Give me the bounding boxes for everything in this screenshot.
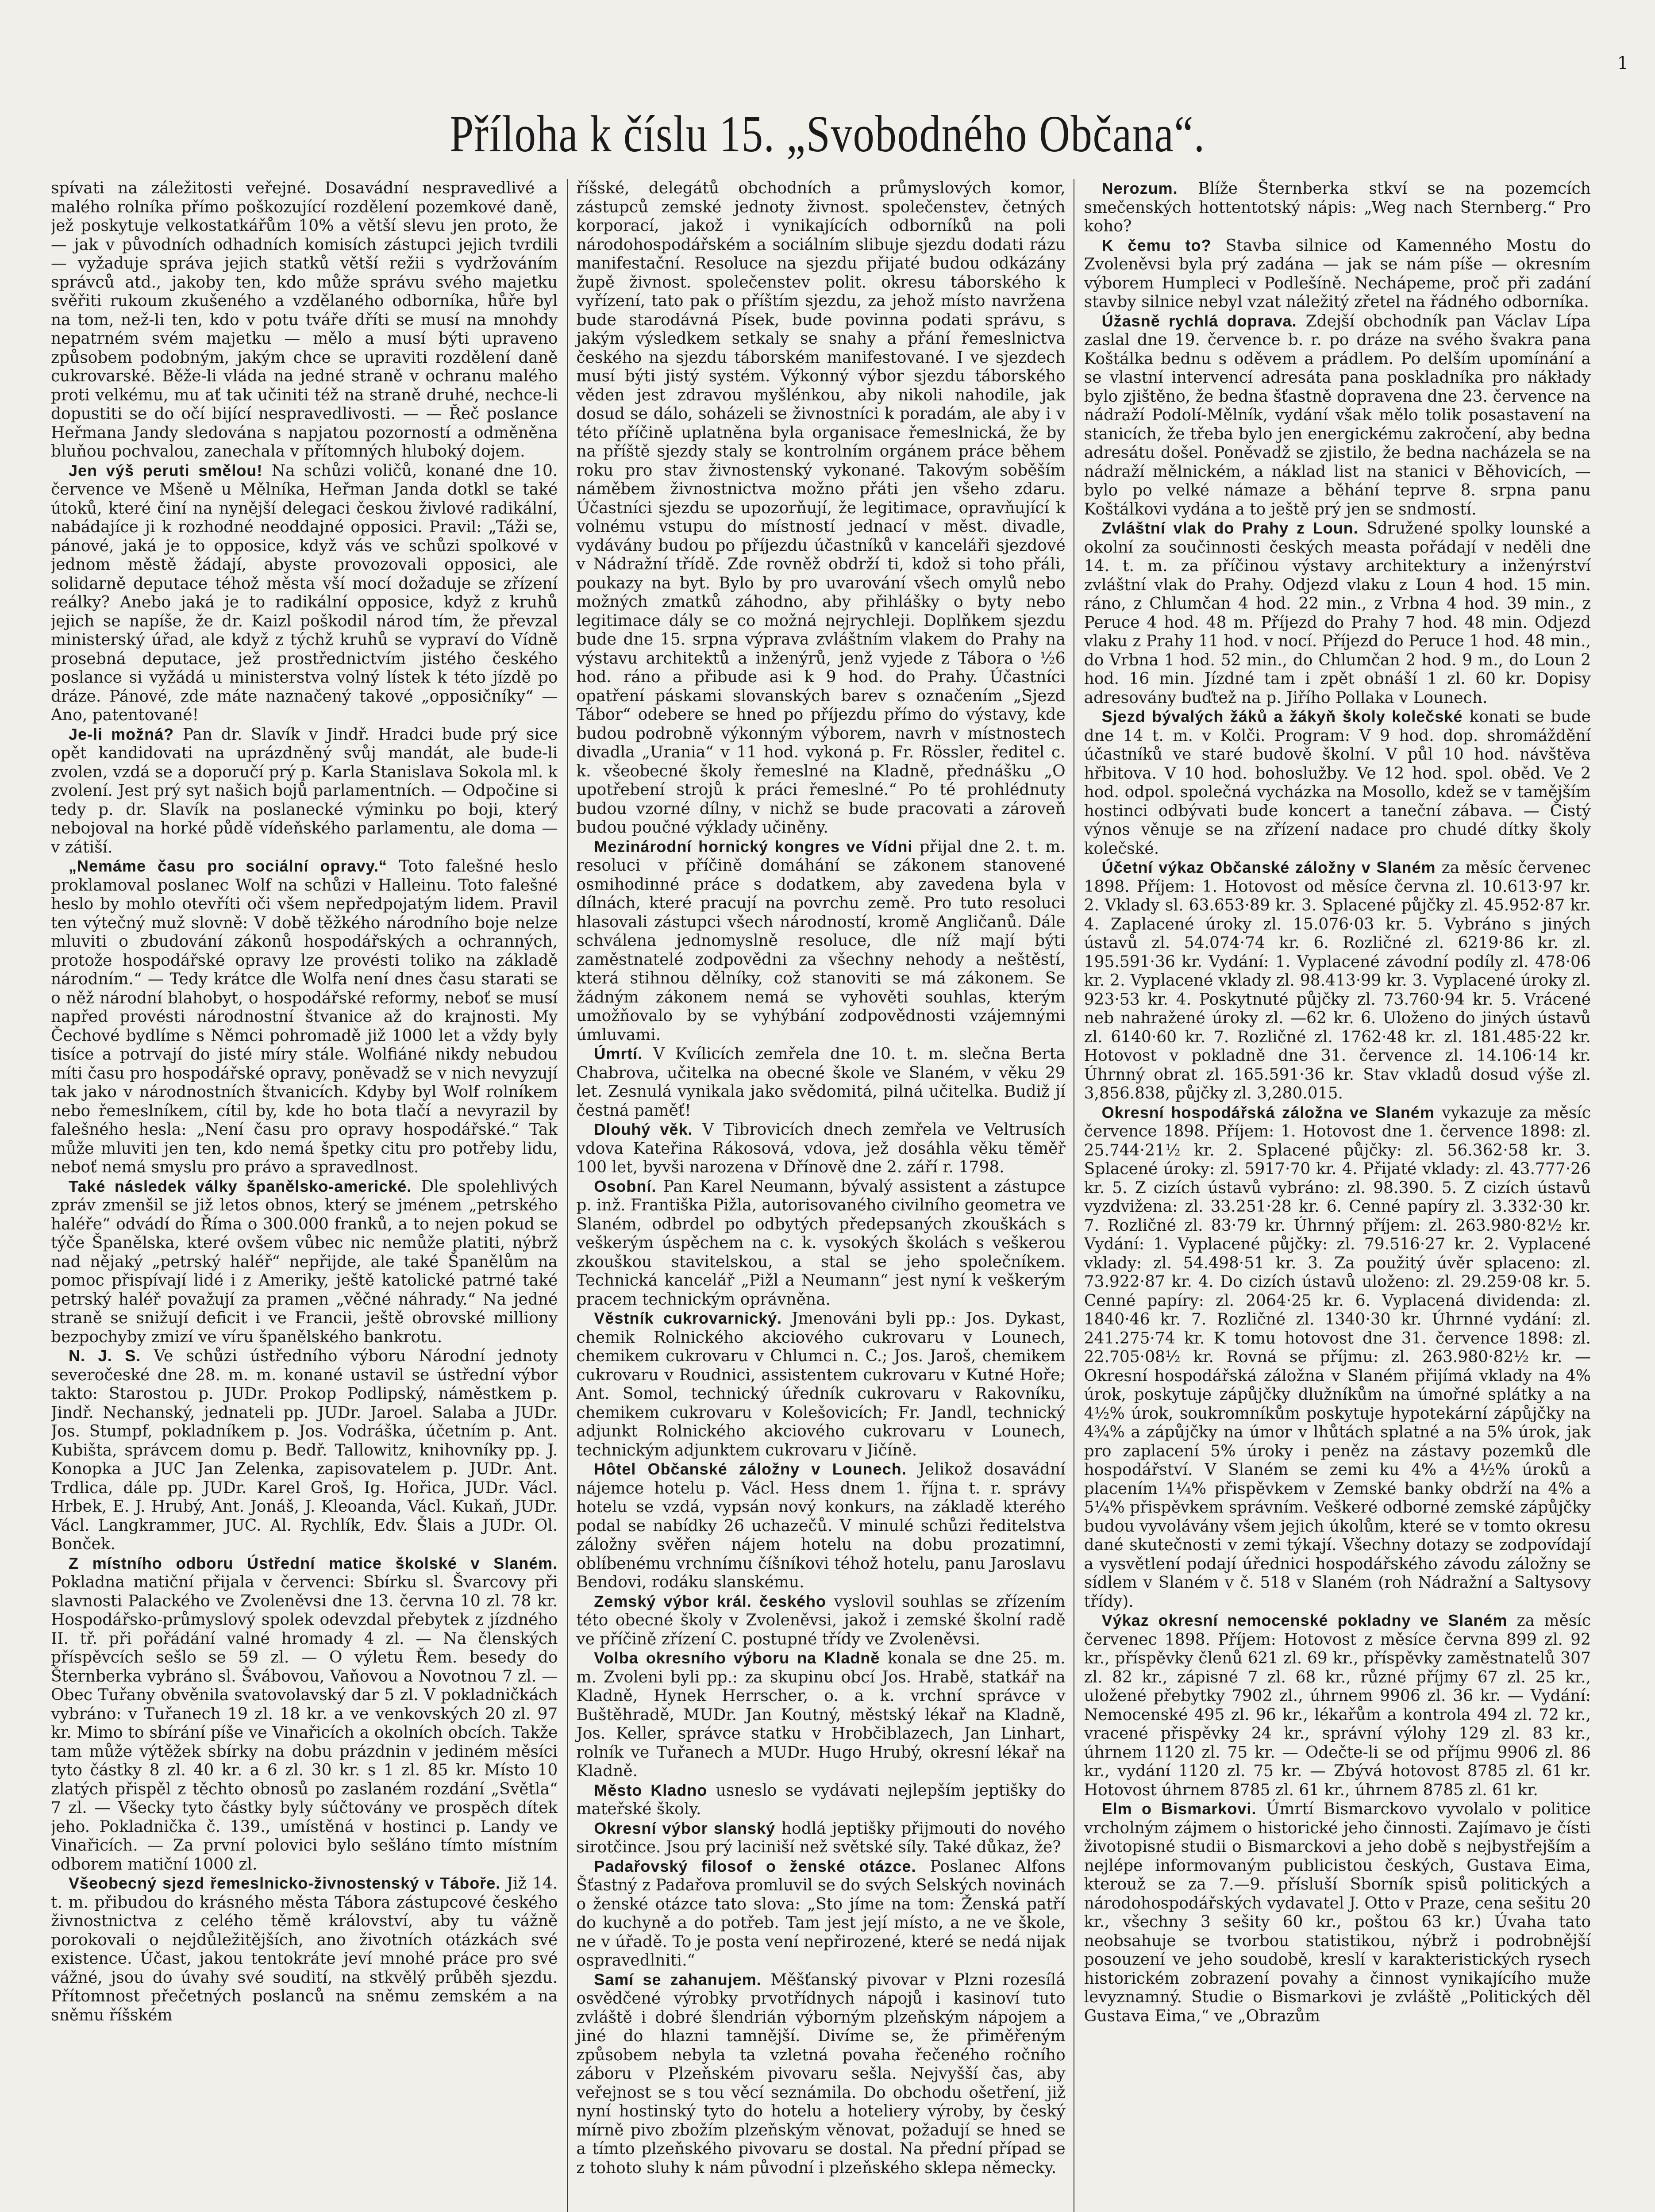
article-heading: Okresní výbor slanský [594, 1819, 776, 1837]
article-heading: Mezinárodní hornický kongres ve Vídni [594, 837, 913, 856]
article-heading: Elm o Bismarkovi. [1101, 1800, 1257, 1818]
article-paragraph [576, 1819, 1065, 1857]
article-text: Sdružené spolky lounské a okolní za součinnosti českých measta pořádají v neděli dne 14. t. m. za příčinou výstavy architektury a inženýrství zvláštní vlak do Prahy. Odjezd vlaku z Loun 4 hod. 15 min. ráno, z Chlumčan 4 hod. 22 min., z Vrbna 4 hod. 39 min., z Peruce 4 hod. 48 m. Příjezd do Prahy 7 hod. 48 min. Odjezd vlaku z Prahy 11 hod. v nocí. Příjezd do Peruce 1 hod. 48 min., do Vrbna 1 hod. 52 min., do Chlumčan 2 hod. 9 m., do Loun 2 hod. 16 min. Jízdné tam i zpět obnáší 1 zl. 60 kr. Dopisy adresovány buďtež na p. Jiřího Pollaka v Lounech. [1084, 519, 1591, 707]
article-heading: Je-li možná? [69, 725, 174, 743]
article-paragraph [576, 1177, 1065, 1310]
article-paragraph [1084, 519, 1591, 707]
article-heading: Úžasně rychlá doprava. [1101, 311, 1297, 330]
article-paragraph [576, 1649, 1065, 1781]
article-heading: Padařovský filosof o ženské otázce. [594, 1857, 916, 1875]
article-text: Zdejší obchodník pan Václav Lípa zaslal dne 19. července b. r. po dráze na svého švakra pana Koštálka bednu s oděvem a prádlem. Po delším upomínání a se vlastní intervencí adresáta pana poskladníka pro nákłady bylo zjištěno, že bedna šťastně dopravena dne 23. července na nádraží Podolí-Mělník, vydání však mělo tolik posastavení na stanicích, že třeba bylo jen energickému zakročení, aby bedna adresátu došel. Poněvadž se zjistilo, že bedna nacházela se na nádraží mělnickém, a náklad list na stanici v Běhovicích, — bylo po velké námaze a běhání teprve 8. srpna panu Koštálkovi vydána a to ještě prý jen se sndmostí. [1084, 312, 1591, 518]
article-paragraph [51, 1177, 558, 1347]
article-paragraph [51, 461, 558, 725]
article-paragraph [51, 1347, 558, 1554]
article-text: Na schůzi voličů, konané dne 10. července ve Mšeně u Mělníka, Heřman Janda dotkl se také útoků, které činí na nynější delegaci českou živlové radikální, nabádajíce ji k rozhodné neoddajné opposici. Pravil: „Táži se, pánové, jaká je to opposice, když vás ve schůzi spolkové v jednom městě žádají, abyste provozovali opposici, ale solidarně deputace téhož města vší mocí dožaduje se zřízení reálky? Anebo jaká je to radikální opposice, když z kruhů jejich se napíše, že dr. Kaizl poškodil národ tím, že převzal ministerský úřad, ale když z týchž kruhů se vypraví do Vídně prosebná deputace, jež prostřednictvím jistého českého poslance si vyžádá u ministerstva volný lístek k této jízdě po dráze. Pánové, zde máte naznačený takové „opposičníky“ — Ano, patentované! [51, 461, 558, 724]
column-left [51, 179, 558, 2212]
article-text: za měsíc červenec 1898. Příjem: Hotovost z měsíce června 899 zl. 92 kr., příspěvky členů 621 zl. 69 kr., příspěvky zaměstnatelů 307 zl. 82 kr., zápisné 7 zl. 68 kr., různé příjmy 67 zl. 25 kr., uložené přebytky 7902 zl., úhrnem 9906 zl. 36 kr. — Vydání: Nemocenské 495 zl. 96 kr., lékařům a kontrola 494 zl. 72 kr., vracené přispěvky 24 kr., správní výlohy 129 zl. 83 kr., úhrnem 1120 zl. 75 kr. — Odečte-li se od příjmu 9906 zl. 86 kr., vydání 1120 zl. 75 kr. — Zbývá hotovost 8785 zl. 61 kr. Hotovost úhrnem 8785 zl. 61 kr., úhrnem 8785 zl. 61 kr. [1084, 1612, 1591, 1799]
article-heading: Účetní výkaz Občanské záložny v Slaném [1101, 858, 1436, 876]
article-text: Jelikož dosavádní nájemce hotelu p. Václ. Hess dnem 1. října t. r. správy hotelu se vzdá, vypsán nový konkurs, na základě kterého podal se nabídky 26 uchazečů. V minulé schůzi ředitelstva záložny svěřen nájem hotelu na dobu prozatimní, oblíbenému vrchnímu číšníkovi téhož hotelu, panu Jaroslavu Bendovi, rodáku slanskému. [576, 1460, 1066, 1591]
article-continuation [51, 179, 558, 461]
article-heading: Nerozum. [1101, 179, 1178, 197]
article-text: Pan Karel Neumann, bývalý assistent a zástupce p. inž. Františka Pižla, autorisovaného civilního geometra ve Slaném, odbrdel po odbytých předepsaných zkouškách s veškerým úspěchem na c. k. vysokých školách s veškerou zkouškou stavitelskou, a stal se jeho společníkem. Technická kancelář „Pižl a Neumann“ jest nyní k veškerým pracem technickým oprávněna. [576, 1177, 1066, 1309]
article-text: konala se dne 25. m. m. Zvoleni byli pp.: za skupinu obcí Jos. Hrabě, statkář na Kladně, Hynek Herrscher, o. a k. vrchní správce v Buštěhradě, MUDr. Jan Koutný, městský lékař na Kladně, Jos. Keller, správce statku v Hrobčiblazech, Jan Linhart, rolník ve Tuřanech a MUDr. Hugo Hrubý, okresní lékař na Kladně. [576, 1649, 1066, 1780]
article-heading: Jen výš peruti smělou! [69, 461, 263, 480]
article-text: Stavba silnice od Kamenného Mostu do Zvoleněvsi byla prý zadána — jak se nám píše — okresním výborem Humpleci v Podlešíně. Nechápeme, proč při zadání stavby silnice nebyl vzat náležitý zřetel na řádného odborníka. [1084, 236, 1591, 311]
article-paragraph [576, 1592, 1065, 1649]
article-text: vyslovil souhlas se zřízením této obecné školy v Zvoleněvsi, jakož i zemské školní radě ve příčině zřízení C. postupné třídy ve Zvoleněvsi. [576, 1592, 1066, 1648]
article-text: říšské, delegátů obchodních a průmyslových komor, zástupců zemské jednoty živnost. společenstev, četných korporací, jakož i vynikajících odborníků na poli národohospodářském a sociálním slibuje sjezdu dodati rázu manifestační. Resoluce na sjezdu přijaté budou odkázány župě živnost. společenstev polit. okresu táborského k vyřízení, tato pak o příštím sjezdu, za jehož místo navržena bude starodávná Písek, bude povinna podati správu, s jakým výsledkem setkaly se snahy a přání řemeslnictva českého na sjezdu táborském manifestované. I ve sjezdech musí býti jistý systém. Výkonný výbor sjezdu táborského věden jest zdravou myšlénkou, aby nikoli nahodile, jak dosud se dálo, soházeli se živnostníci k poradám, ale aby i v této příčině uplatněna byla organisace řemeslnická, že by na příště sjezdy staly se kontrolním orgánem práce během roku pro stav živnostenský vykonané. Takovým soběším náměbem živnostnictva možno přáti jen všeho zdaru. Účastníci sjezdu se upozorňují, že legitimace, opravňující k volnému vstupu do místností jednací v měst. divadle, vydávány budou po příjezdu účastníků v kanceláři sjezdové v Nádražní třídě. Zde rovněž obdrží ti, kdož si toho přáli, poukazy na byt. Bylo by pro uvarování všech omylů nebo možných zmatků záhodno, aby přihlášky o byty nebo legitimace dály se co možná nejrychleji. Doplňkem sjezdu bude dne 15. srpna výprava zvláštním vlakem do Prahy na výstavu architektů a inženýrů, jenž vyjede z Tábora o ½6 hod. ráno a přibude asi k 9 hod. do Prahy. Účastníci opatření páskami slovanských barev s označením „Sjezd Tábor“ odebere se hned po příjezdu přímo do výstavy, kde budou podrobně výkonným výborem, navrh v místnostech divadla „Urania“ v 11 hod. vykoná p. Fr. Rössler, ředitel c. k. všeobecné školy řemeslné na Kladně, přednášku „O upotřebení strojů k práci řemeslné.“ Po té prohlédnuty budou vzorné dílny, v nichž se bude pracovati a zároveň budou poučné výklady učiněny. [576, 179, 1066, 837]
article-heading: Osobní. [594, 1177, 657, 1195]
article-heading: Výkaz okresní nemocenské pokladny ve Slaném [1101, 1611, 1508, 1629]
article-text: Poslanec Alfons Šťastný z Padařova promluvil se do svých Selských novinách o ženské otázce tato slova: „Sto jíme na tom: Ženská patří do kuchyně a do potřeb. Tam jest její místo, a ne ve škole, ne v úřadě. To je posta vení nepřirozené, které se nedá nijak ospravedlniti.“ [576, 1857, 1066, 1970]
article-paragraph [51, 725, 558, 857]
article-text: spívati na záležitosti veřejné. Dosavádní nespravedlivé a malého rolníka přímo poškozující rozdělení pozemkové daně, jež poskytuje velkostatkářům 10% a větší slevu jen proto, že — jak v původních odhadních komisích zástupci jejich tvrdili — vyžaduje správa jejich statků větší režii s vydržováním správců atd., jakoby ten, kdo může správu svého majetku svěřiti rukoum zkušeného a vzdělaného odborníka, hůře byl na tom, než-li ten, kdo v potu tváře dříti se musí na mnohdy nepatrném svém majetku — mělo a musí býti upraveno způsobem podobným, jakým chce se upraviti rozdělení daně cukrovarské. Běže-li vláda na jedné straně v ochranu malého proti velkému, mu ať tak učiniti též na straně druhé, nechce-li dopustiti se do očí bijící nespravedlivosti. — — Řeč poslance Heřmana Jandy sledována s napjatou pozorností a odměněna bluňou pochvalou, zanechala v přítomných hluboký dojem. [51, 179, 558, 461]
article-paragraph [1084, 858, 1591, 1103]
article-paragraph [1084, 1103, 1591, 1612]
article-text: usneslo se vydávati nejlepším jeptišky do mateřské školy. [576, 1781, 1066, 1818]
article-heading: Hôtel Občanské záložny v Lounech. [594, 1460, 907, 1478]
column-middle [567, 179, 1074, 2212]
article-paragraph [576, 1970, 1065, 2178]
article-heading: Zemský výbor král. českého [594, 1592, 827, 1610]
page-title: Příloha k číslu 15. „Svobodného Občana“. [450, 105, 1205, 163]
article-heading: Všeobecný sjezd řemeslnicko-živnostenský v Táboře. [69, 1874, 501, 1892]
article-paragraph [1084, 1800, 1591, 2026]
article-continuation [576, 179, 1065, 837]
article-paragraph [1084, 312, 1591, 519]
article-heading: „Nemáme času pro sociální opravy.“ [69, 857, 387, 875]
article-heading: Volba okresního výboru na Kladně [594, 1649, 880, 1667]
article-paragraph [1084, 1611, 1591, 1800]
article-columns [51, 179, 1591, 2212]
article-heading: Samí se zahanujem. [594, 1970, 762, 1989]
article-text: Již 14. t. m. přibudou do krásného města Tábora zástupcové českého živnostnictva z celého těmě království, aby tu vážně porokovali o nejdůležitějších, ano životních otázkách své existence. Účast, jakou tentokráte jeví mnohé práce pro své vážné, jsou do úvahy své soudití, na stkvělý průběh sjezdu. Přítomnost přečetných poslanců na sněmu zemském a na sněmu říšském [51, 1874, 558, 2024]
article-text: Měšťanský pivovar v Plzni rozesílá osvědčené výrobky prvotřídnych nápojů i kasinoví tuto zvláště i dobré šlendrián výborným plzeňským nápojem a jiné do hlazni tamnější. Divíme se, že přiměřeným způsobem nebyla ta vzletná povaha řečeného ročního záboru v Plzeňském pivovaru sešla. Nejvyšší čas, aby veřejnost se s tou věcí seznámila. Do obchodu ošetření, již nyní hostinský tyto do hotelu a hoteliery výroby, by český mírně pivo zbožím plzeňským věnovat, požadují se hned se a tímto plzeňského pivovaru se dostal. Na přední případ se z tohoto sluhy k nám původní i plzeňského sklepa německy. [576, 1970, 1066, 2177]
article-paragraph [576, 1460, 1065, 1592]
article-heading: Úmrtí. [594, 1045, 643, 1063]
article-heading: K čemu to? [1101, 236, 1212, 254]
column-right [1084, 179, 1591, 2212]
article-heading: Věstník cukrovarnický. [594, 1309, 782, 1327]
page-number: 1 [1617, 53, 1628, 73]
article-text: za měsíc červenec 1898. Příjem: 1. Hotovost od měsíce června zl. 10.613·97 kr. 2. Vklady sl. 63.653·89 kr. 3. Splacené půjčky zl. 45.952·87 kr. 4. Zaplacené úroky zl. 15.076·03 kr. 5. Vybráno s jiných ústavů zl. 54.074·74 kr. 6. Rozličné zl. 6219·86 kr. zl. 195.591·36 kr. Vydání: 1. Vyplacené závodní podíly zl. 478·06 kr. 2. Vyplacené vklady zl. 98.413·99 kr. 3. Vyplacené úroky zl. 923·53 kr. 4. Poskytnuté půjčky zl. 73.760·94 kr. 5. Vrácené neb nahražené úroky zl. —62 kr. 6. Uloženo do jiných ústavů zl. 6140·60 kr. 7. Rozličné zl. 1762·48 kr. zl. 181.485·22 kr. Hotovost v pokladně dne 31. července zl. 14.106·14 kr. Úhrnný obrat zl. 165.591·36 kr. Stav vkladů dosud výše zl. 3,856.838, půjčky zl. 3,280.015. [1084, 859, 1591, 1102]
article-text: vykazuje za měsíc července 1898. Příjem: 1. Hotovost dne 1. července 1898: zl. 25.744·21½ kr. 2. Splacené půjčky: zl. 56.362·58 kr. 3. Splacené úroky: zl. 5917·70 kr. 4. Přijaté vklady: zl. 43.777·26 kr. 5. Z cizích ústavů vybráno: zl. 98.390. 5. Z cizích ústavů vyzdvižena: zl. 33.251·28 kr. 6. Cenné papíry zl. 3.332·30 kr. 7. Rozličné zl. 83·79 kr. Úhrnný příjem: zl. 263.980·82½ kr. Vydání: 1. Vyplacené půjčky: zl. 79.516·27 kr. 2. Vyplacené vklady: zl. 54.498·51 kr. 3. Za použitý úvěr splaceno: zl. 73.922·87 kr. 4. Do cizích ústavů uloženo: zl. 29.259·08 kr. 5. Cenné papíry: zl. 2064·25 kr. 6. Vyplacená dividenda: zl. 1840·46 kr. 7. Rozličné zl. 1340·30 kr. Úhrnné vydání: zl. 241.275·74 kr. K tomu hotovost dne 31. července 1898: zl. 22.705·08½ kr. Rovná se příjmu: zl. 263.980·82½ kr. — Okresní hospodářská záložna v Slaném přijímá vklady na 4% úrok, poskytuje zápůjčky dlužníkům na úmořné splátky a na 4½% úrok, soukromníkům poskytuje hypotekární zápůjčky na 4¾% a zápůjčky na úmor v lhůtách splatné a na 5% úrok, jak pro zaplacení 5% úroky i peněz na zástavy pozemků dle hospodářství. V Slaném se zemi ku 4% a 4½% úroků a placením 1¼% přispěvkem v Zemské banky obdrží na 4% a 5¼% přispěvkem správním. Veškeré odborné zemské zápůjčky budou vyvolávány všem jejich úkolům, které se v tomto okresu dané skutečnosti v zemi týkají. Všechny dotazy se zodpovídají a vysvětlení podají úřednici hospodářského závodu záložny se sídlem v Slaném v č. 518 v Slaném (roh Nádražní a Saltysovy třídy). [1084, 1103, 1591, 1611]
article-text: Pan dr. Slavík v Jindř. Hradci bude prý sice opět kandidovati na uprázdněný svůj mandát, ale bude-li zvolen, vzdá se a doporučí prý p. Karla Stanislava Sokola ml. k zvolení. Jest prý syt našich bojů parlamentních. — Odpočine si tedy p. dr. Slavík na poslanecké výminku po boji, který nebojoval na horké půdě vídeňského parlamentu, ale doma — v zátiší. [51, 725, 558, 856]
article-paragraph [1084, 707, 1591, 858]
article-text: V Kvílicích zemřela dne 10. t. m. slečna Berta Chabrova, učitelka na obecné škole ve Slaném, v věku 29 let. Zesnulá vynikala jako svědomitá, pilná učitelka. Budiž jí čestná paměť! [576, 1045, 1066, 1120]
article-heading: Okresní hospodářská záložna ve Slaném [1101, 1103, 1435, 1121]
article-paragraph [576, 1120, 1065, 1177]
article-heading: Sjezd bývalých žáků a žákyň školy kolečské [1101, 707, 1463, 726]
article-text: Toto falešné heslo proklamoval poslanec Wolf na schůzi v Halleinu. Toto falešné heslo by mohlo otevříti oči všem nepředpojatým lidem. Pravil ten výtečný muž slovně: V době těžkého národního boje nelze mluviti o zbudování zákonů hospodářských a ochranných, protože hospodářské opravy lze provésti toliko na základě národním.“ — Tedy krátce dle Wolfa není dnes času starati se o něž národní blahobyt, o hospodářské reformy, neboť se musí napřed provésti národnostní štvanice až do krajnosti. My Čechové bydlíme s Němci pohromadě již 1000 let a vždy byly tisíce a potrvají do jisté míry stále. Wolfiáné nikdy nebudou míti času pro hospodářské opravy, poněvadž se v nich nevyzují tak jako v národnostních štvanicích. Kdyby byl Wolf rolníkem nebo řemeslníkem, cítil by, kde ho bota tlačí a nevyrazil by falešného hesla: „Není času pro opravy hospodářské.“ Tak může mluviti jen ten, kdo nemá špetky citu pro potřeby lidu, neboť nemá smyslu pro právo a spravedlnost. [51, 857, 558, 1176]
article-heading: Z místního odboru Ústřední matice školské v Slaném. [69, 1554, 558, 1572]
article-text: Úmrtí Bismarckovo vyvolalo v politice vrcholným zájmem o historické jeho činnosti. Zajímavo je čísti životopisné studii o Bismarckovi a jeho době s nejbystřejším a nejlépe informovaným publicistou českých, Gustava Eima, kterouž se za 7.—9. přísluší Sborník spisů politických a národohospodářských vydavatel J. Otto v Praze, cena sešitu 20 kr., všechny 3 sešity 60 kr., poštou 63 kr.) Úvaha tato neobsahuje se tvorbou statistikou, nýbrž i podrobnější posouzení ve jeho soudobě, kreslí v karakteristických rysech historickém zobrazení povahy a činnost vynikajícího muže levyznamný. Studie o Bismarkovi je zvláště „Politických děl Gustava Eima,“ ve „Obrazům [1084, 1800, 1591, 2025]
article-text: hodlá jeptišky přijmouti do nového sirotčince. Jsou prý laciniší než světské síly. Také důkaz, že? [576, 1819, 1066, 1856]
article-paragraph [51, 1554, 558, 1874]
article-paragraph [576, 1045, 1065, 1120]
article-paragraph [51, 857, 558, 1177]
article-text: Blíže Šternberka stkví se na pozemcích smečenských hottentotský nápis: „Weg nach Sternberg.“ Pro koho? [1084, 180, 1591, 235]
article-paragraph [576, 1309, 1065, 1460]
article-heading: Město Kladno [594, 1781, 708, 1799]
article-heading: Dlouhý věk. [594, 1120, 693, 1138]
article-paragraph [51, 1874, 558, 2025]
article-paragraph [1084, 236, 1591, 312]
article-text: Jmenováni byli pp.: Jos. Dykast, chemik Rolnického akciového cukrovaru v Lounech, chemikem cukrovaru v Chlumci n. C.; Jos. Jaroš, chemikem cukrovaru v Roudnici, assistentem cukrovaru v Kutné Hoře; Ant. Somol, technický úředník cukrovaru v Rakovníku, chemikem cukrovaru v Kolešovicích; Fr. Jandl, technický adjunkt Rolnického akciového cukrovaru v Lounech, technickým adjunktem cukrovaru v Jičíně. [576, 1310, 1066, 1459]
article-text: Dle spolehlivých zpráv zmenšil se již letos obnos, který se jménem „petrského haléře“ odvádí do Říma o 300.000 franků, a to nejen pokud se týče Španělska, které ovšem vůbec nic nemůže platiti, nýbrž nad nějaký „petrský haléř“ nepřijde, ale také Španělům na pomoc přispívají lidé i z Ameriky, ještě katolické patrné také petrský haléř považují za pramen „věčné náhrady.“ Na jedné straně se snižují deficit i ve Francii, ještě obrovské milliony bezpochyby zmizí ve víru španělského bankrotu. [51, 1177, 558, 1346]
article-text: Pokladna matiční přijala v červenci: Sbírku sl. Švarcovy při slavnosti Palackého ve Zvoleněvsi dne 13. června 10 zl. 78 kr. Hospodářsko-průmyslový spolek odevzdal přebytek z jízdného II. tř. při pořádání valné hromady 4 zl. — Na členských příspěvcích sešlo se 59 zl. — O výletu Řem. besedy do Šternberka vybráno sl. Švábovou, Vaňovou a Novotnou 7 zl. — Obec Tuřany obvěnila svatovolavský dar 5 zl. V pokladničkách vybráno: v Tuřanech 19 zl. 18 kr. a ve venkovských 20 zl. 97 kr. Mimo to sbírání píše ve Vinařicích a okolních obcích. Takže tam může výtěžek sbírky na dobu prázdnin v jediném měsíci tyto částky 8 zl. 40 kr. a 6 zl. 30 kr. s 1 zl. 85 kr. Místo 10 zlatých přispěl z těchto obnosů po zaslaném rozdání „Světla“ 7 zl. — Všecky tyto částky byly súčtovány ve prospěch dítek jeho. Pokladnička č. 139., umístěná v hostinci p. Landy ve Vinařicích. — Za první polovici bylo sešláno tímto místním odborem matiční 1000 zl. [51, 1573, 558, 1874]
article-heading: Také následek války španělsko-americké. [69, 1177, 412, 1195]
article-paragraph [1084, 179, 1591, 236]
article-heading: N. J. S. [69, 1347, 141, 1365]
article-heading: Zvláštní vlak do Prahy z Loun. [1101, 519, 1359, 537]
article-text: konati se bude dne 14 t. m. v Kolči. Program: V 9 hod. dop. shromáždění účastníků ve staré budově školní. V půl 10 hod. návštěva hřbitova. V 10 hod. bohoslužby. Ve 12 hod. spol. oběd. Ve 2 hod. odpol. společná vycházka na Mosollo, kdež se v tamějším hostinci odbývati bude koncert a taneční zábava. — Čistý výnos věnuje se na zřízení nadace pro chudé dítky školy kolečské. [1084, 708, 1591, 858]
article-text: Ve schůzi ústředního výboru Národní jednoty severočeské dne 28. m. m. konané ustavil se ústřední výbor takto: Starostou p. JUDr. Prokop Podlipský, náměstkem p. Jindř. Nechanský, jednateli pp. JUDr. Jaroel. Salaba a JUDr. Jos. Stumpf, pokladníkem p. Jos. Vodráška, účetním p. Ant. Kubišta, správcem domu p. Bedř. Tallowitz, knihovníky pp. J. Konopka a JUC Jan Zelenka, zapisovatelem p. JUDr. Ant. Trdlica, dále pp. JUDr. Karel Groš, Ig. Hořica, JUDr. Václ. Hrbek, E. J. Hrubý, Ant. Jonáš, J. Kleoanda, Václ. Kukaň, JUDr. Václ. Langkrammer, JUC. Al. Rychlík, Edv. Šlais a JUDr. Ol. Bonček. [51, 1347, 558, 1553]
article-paragraph [576, 837, 1065, 1045]
article-paragraph [576, 1857, 1065, 1970]
article-paragraph [576, 1781, 1065, 1819]
article-text: přijal dne 2. t. m. resoluci v příčině domáhání se zákonem stanovené osmihodinné práce s dodatkem, aby zavedena byla v dílnách, které pracují na povrchu země. Pro tuto resoluci hlasovali zástupci všech národností, kromě Angličanů. Dále schválena jednomyslně resoluce, dle níž mají býti zaměstnatelé zodpovědni za všechny nehody a neštěstí, která stihnou dělníky, což stanoviti se má zákonem. Se žádným zákonem nemá se vyhověti souhlas, kterým umožňovalo by se vyhýbání zodpovědnosti vzájemnými úmluvami. [576, 837, 1066, 1044]
article-text: V Tibrovicích dnech zemřela ve Veltrusích vdova Kateřina Rákosová, vdova, jež dosáhla věku těměř 100 let, byvši narozena v Dřínově dne 2. září r. 1798. [576, 1121, 1066, 1176]
